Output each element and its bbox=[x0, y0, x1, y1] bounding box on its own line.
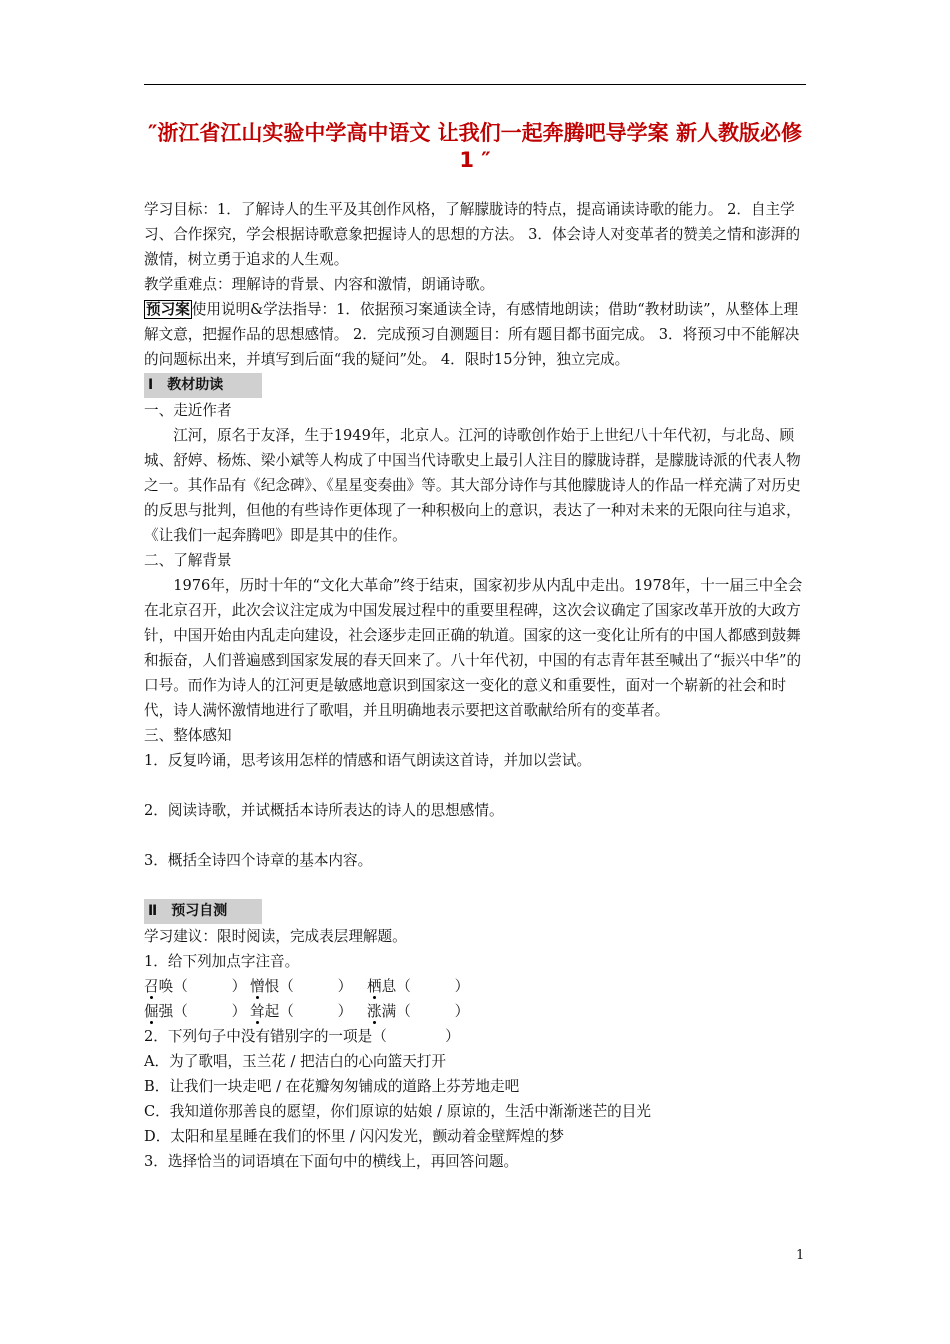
author-paragraph: 江河，原名于友泽，生于1949年，北京人。江河的诗歌创作始于上世纪八十年代初，与北岛、顾城、舒婷、杨炼、梁小斌等人构成了中国当代诗歌史上最引人注目的朦胧诗群，是朦胧诗派的代表人物之一。其作品有《纪念碑》、《星星变奏曲》等。其大部分诗作与其他朦胧诗人的作品一样充满了对历史的反思与批判，但他的有些诗作更体现了一种积极向上的意识，表达了一种对未来的无限向往与追求，《让我们一起奔腾吧》即是其中的佳作。 bbox=[144, 427, 801, 544]
pinyin-blank: 息（ ） bbox=[381, 978, 470, 995]
pinyin-item bbox=[144, 999, 250, 1024]
dotted-char: 倔 bbox=[144, 1003, 159, 1020]
preview-label: 预习案 bbox=[146, 301, 190, 318]
option-b: B．让我们一块走吧 / 在花瓣匆匆铺成的道路上芬芳地走吧 bbox=[144, 1078, 520, 1095]
study-advice: 学习建议：限时阅读，完成表层理解题。 bbox=[144, 928, 407, 945]
option-d: D．太阳和星星睡在我们的怀里 / 闪闪发光，颤动着金壁辉煌的梦 bbox=[144, 1128, 564, 1145]
preview-instructions bbox=[144, 297, 806, 372]
document-body bbox=[144, 197, 806, 1174]
test-question-3: 3．选择恰当的词语填在下面句中的横线上，再回答问题。 bbox=[144, 1153, 519, 1170]
pinyin-item bbox=[250, 974, 367, 999]
learning-objectives: 学习目标：1．了解诗人的生平及其创作风格，了解朦胧诗的特点，提高诵读诗歌的能力。 2．自主学习、合作探究，学会根据诗歌意象把握诗人的思想的方法。 3．体会诗人对变革者的赞美之情和澎湃的激情，树立勇于追求的人生观。 bbox=[144, 201, 801, 268]
option-a: A．为了歌唱，玉兰花 / 把洁白的心向篮天打开 bbox=[144, 1053, 447, 1070]
test-question-2: 2．下列句子中没有错别字的一项是（ ） bbox=[144, 1028, 460, 1045]
pinyin-blank: 恨（ ） bbox=[264, 978, 353, 995]
document-title: ″浙江省江山实验中学高中语文 让我们一起奔腾吧导学案 新人教版必修1 ″ bbox=[147, 121, 802, 172]
pinyin-item bbox=[367, 999, 484, 1024]
pinyin-blank: 强（ ） bbox=[158, 1003, 247, 1020]
overall-question-1: 1．反复吟诵，思考该用怎样的情感和语气朗读这首诗，并加以尝试。 bbox=[144, 752, 592, 769]
top-rule bbox=[144, 84, 806, 85]
section-2-heading-bar: Ⅱ 预习自测 bbox=[144, 899, 262, 924]
pinyin-item bbox=[250, 999, 367, 1024]
section-1-heading bbox=[144, 372, 806, 398]
dotted-char: 耸 bbox=[250, 1003, 265, 1020]
overall-question-3: 3．概括全诗四个诗章的基本内容。 bbox=[144, 852, 373, 869]
dotted-char: 召 bbox=[144, 978, 159, 995]
background-paragraph: 1976年，历时十年的“文化大革命”终于结束，国家初步从内乱中走出。1978年，十一届三中全会在北京召开，此次会议注定成为中国发展过程中的重要里程碑，这次会议确定了国家改革开放的大政方针，中国开始由内乱走向建设，社会逐步走回正确的轨道。国家的这一变化让所有的中国人都感到鼓舞和振奋，人们普遍感到国家发展的春天回来了。八十年代初，中国的有志青年甚至喊出了“振兴中华”的口号。而作为诗人的江河更是敏感地意识到国家这一变化的意义和重要性，面对一个崭新的社会和时代，诗人满怀激情地进行了歌唱，并且明确地表示要把这首歌献给所有的变革者。 bbox=[144, 577, 803, 719]
dotted-char: 栖 bbox=[367, 978, 382, 995]
pinyin-blank: 唤（ ） bbox=[158, 978, 247, 995]
section-1-heading-bar: Ⅰ 教材助读 bbox=[144, 373, 262, 398]
pinyin-item bbox=[367, 974, 484, 999]
dotted-char: 憎 bbox=[250, 978, 265, 995]
pinyin-blank: 满（ ） bbox=[381, 1003, 470, 1020]
option-c: C．我知道你那善良的愿望，你们原谅的姑娘 / 原谅的，生活中渐渐迷芒的目光 bbox=[144, 1103, 651, 1120]
pinyin-row-2 bbox=[144, 999, 806, 1024]
preview-instructions-text: 使用说明&学法指导：1．依据预习案通读全诗，有感情地朗读；借助“教材助读”，从整体上理解文意，把握作品的思想感情。 2．完成预习自测题目：所有题目都书面完成。 3．将预习中不能解决的问题标出来，并填写到后面“我的疑问”处。 4．限时15分钟，独立完成。 bbox=[144, 301, 800, 368]
page-number: 1 bbox=[796, 1248, 805, 1263]
subheading-author: 一、走近作者 bbox=[144, 402, 232, 419]
pinyin-row-1 bbox=[144, 974, 806, 999]
subheading-overall: 三、整体感知 bbox=[144, 727, 232, 744]
overall-question-2: 2．阅读诗歌，并试概括本诗所表达的诗人的思想感情。 bbox=[144, 802, 504, 819]
subheading-background: 二、了解背景 bbox=[144, 552, 232, 569]
pinyin-item bbox=[144, 974, 250, 999]
key-points: 教学重难点：理解诗的背景、内容和激情，朗诵诗歌。 bbox=[144, 276, 495, 293]
test-question-1: 1．给下列加点字注音。 bbox=[144, 953, 300, 970]
section-2-heading bbox=[144, 898, 806, 924]
dotted-char: 涨 bbox=[367, 1003, 382, 1020]
pinyin-blank: 起（ ） bbox=[264, 1003, 353, 1020]
